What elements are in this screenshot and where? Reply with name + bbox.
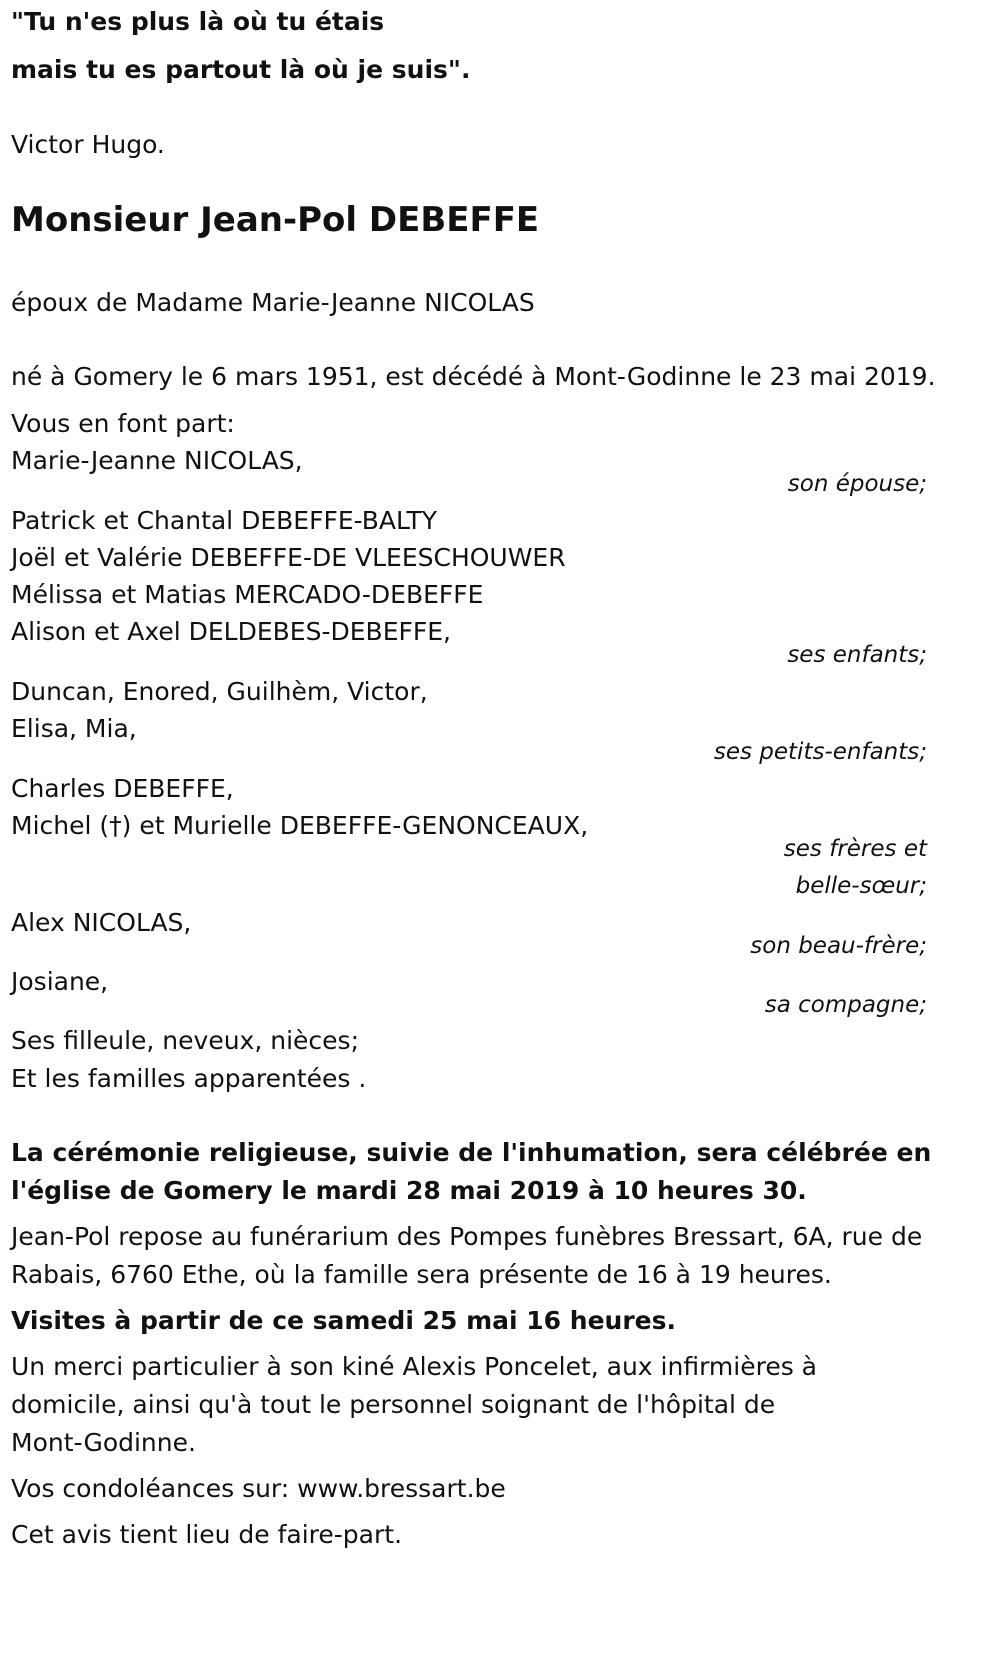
relation-label: ses enfants; bbox=[787, 642, 927, 668]
relation-label: ses petits-enfants; bbox=[713, 739, 927, 765]
relation-label: son beau-frère; bbox=[750, 933, 927, 959]
condolences-line: Vos condoléances sur: www.bressart.be bbox=[11, 1474, 506, 1503]
birth-death-line: né à Gomery le 6 mars 1951, est décédé à Mont-Godinne le 23 mai 2019. bbox=[11, 362, 936, 391]
family-name: Alison et Axel DELDEBES-DEBEFFE, bbox=[11, 617, 451, 646]
spouse-line: époux de Madame Marie-Jeanne NICOLAS bbox=[11, 288, 535, 317]
thanks-line-2: domicile, ainsi qu'à tout le personnel soignant de l'hôpital de bbox=[11, 1390, 776, 1419]
relation-label: sa compagne; bbox=[764, 992, 927, 1018]
ceremony-line-2: l'église de Gomery le mardi 28 mai 2019 à 10 heures 30. bbox=[11, 1176, 807, 1205]
relation-label: ses frères et bbox=[783, 836, 927, 862]
funerarium-line-1: Jean-Pol repose au funérarium des Pompes funèbres Bressart, 6A, rue de bbox=[11, 1222, 923, 1251]
ceremony-line-1: La cérémonie religieuse, suivie de l'inhumation, sera célébrée en bbox=[11, 1138, 932, 1167]
family-name: Duncan, Enored, Guilhèm, Victor, bbox=[11, 677, 428, 706]
announcement-intro: Vous en font part: bbox=[11, 409, 235, 438]
family-name: Charles DEBEFFE, bbox=[11, 774, 234, 803]
visits-line: Visites à partir de ce samedi 25 mai 16 heures. bbox=[11, 1306, 676, 1335]
quote-line-2: mais tu es partout là où je suis". bbox=[11, 55, 471, 84]
family-name: Mélissa et Matias MERCADO-DEBEFFE bbox=[11, 580, 484, 609]
funerarium-line-2: Rabais, 6760 Ethe, où la famille sera présente de 16 à 19 heures. bbox=[11, 1260, 832, 1289]
family-name: Michel (†) et Murielle DEBEFFE-GENONCEAUX, bbox=[11, 811, 589, 840]
others-line: Ses filleule, neveux, nièces; bbox=[11, 1026, 359, 1055]
notice-line: Cet avis tient lieu de faire-part. bbox=[11, 1520, 403, 1549]
family-name: Marie-Jeanne NICOLAS, bbox=[11, 446, 303, 475]
thanks-line-3: Mont-Godinne. bbox=[11, 1428, 196, 1457]
family-name: Elisa, Mia, bbox=[11, 714, 137, 743]
family-name: Josiane, bbox=[11, 967, 109, 996]
quote-author: Victor Hugo. bbox=[11, 130, 165, 159]
others-line: Et les familles apparentées . bbox=[11, 1064, 367, 1093]
relation-label: son épouse; bbox=[787, 471, 927, 497]
quote-line-1: "Tu n'es plus là où tu étais bbox=[11, 7, 385, 36]
deceased-name: Monsieur Jean-Pol DEBEFFE bbox=[11, 200, 540, 240]
relation-label: belle-sœur; bbox=[795, 873, 927, 899]
family-name: Joël et Valérie DEBEFFE-DE VLEESCHOUWER bbox=[11, 543, 566, 572]
thanks-line-1: Un merci particulier à son kiné Alexis Poncelet, aux infirmières à bbox=[11, 1352, 818, 1381]
family-name: Patrick et Chantal DEBEFFE-BALTY bbox=[11, 506, 438, 535]
family-name: Alex NICOLAS, bbox=[11, 908, 192, 937]
